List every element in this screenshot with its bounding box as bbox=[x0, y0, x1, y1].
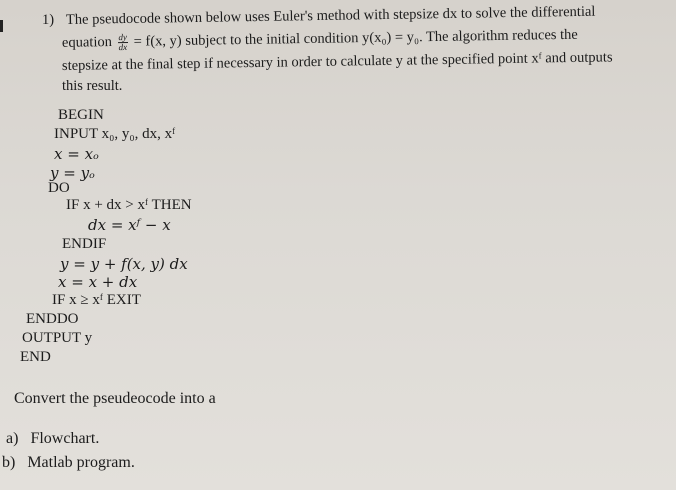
code-line-init-y: y = yₒ bbox=[50, 164, 95, 182]
problem-line-4: this result. bbox=[62, 78, 123, 94]
part-a bbox=[6, 430, 99, 448]
code-line-endif: ENDIF bbox=[62, 236, 107, 252]
problem-number: 1) bbox=[42, 12, 55, 28]
code-line-output: OUTPUT y bbox=[22, 330, 93, 346]
fraction-numerator: dy bbox=[118, 31, 128, 43]
problem-line-3: stepsize at the final step if necessary in order to calculate y at the specified point xᶠ and outputs bbox=[61, 49, 613, 74]
problem-line-2-pre: equation bbox=[61, 34, 113, 51]
code-line-if: IF x + dx > xᶠ THEN bbox=[66, 197, 192, 213]
derivative-fraction bbox=[117, 33, 128, 52]
instruction-text: Convert the pseudeocode into a bbox=[14, 390, 216, 407]
part-a-text: Flowchart. bbox=[30, 430, 100, 447]
code-line-exit: IF x ≥ xᶠ EXIT bbox=[52, 292, 141, 308]
problem-line-1: The pseudocode shown below uses Euler's method with stepsize dx to solve the differential bbox=[65, 3, 596, 28]
code-line-input: INPUT x₀, y₀, dx, xᶠ bbox=[54, 126, 176, 142]
code-line-enddo: ENDDO bbox=[26, 311, 79, 327]
fraction-denominator: dx bbox=[118, 41, 128, 53]
part-b bbox=[2, 454, 135, 472]
code-line-end: END bbox=[20, 349, 51, 365]
code-line-y-update: y = y + f(x, y) dx bbox=[60, 255, 188, 273]
part-b-label: b) bbox=[2, 454, 16, 471]
margin-mark bbox=[0, 20, 3, 32]
problem-line-2 bbox=[62, 26, 578, 53]
code-line-begin: BEGIN bbox=[58, 107, 104, 123]
part-b-text: Matlab program. bbox=[27, 454, 135, 471]
code-line-do: DO bbox=[48, 180, 70, 196]
problem-line-2-post: = f(x, y) subject to the initial condition y(x₀) = y₀. The algorithm reduces the bbox=[133, 26, 578, 50]
code-line-init-x: x = xₒ bbox=[54, 145, 99, 163]
code-line-x-update: x = x + dx bbox=[58, 273, 138, 291]
part-a-label: a) bbox=[6, 430, 19, 447]
code-line-dx-update: dx = xᶠ − x bbox=[88, 216, 171, 234]
